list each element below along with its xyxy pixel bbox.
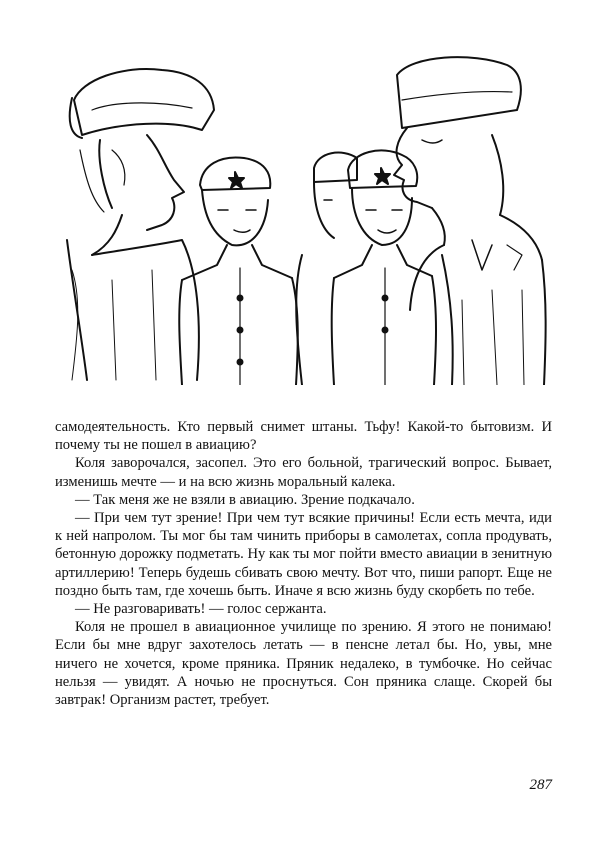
paragraph: Коля не прошел в авиационное училище по зрению. Я этого не понимаю! Если бы мне вдруг захотелось летать — в пенсне летал бы. Но, увы, мне ничего не хочется, кроме пряника. Пряник недалеко, в тумбочке. Но сейчас нельзя — увидят. А ночью не проснуться. Сон пряника слаще. Скорей бы завтрак! Организм растет, требует. <box>55 619 552 709</box>
paragraph: — При чем тут зрение! При чем тут всякие причины! Если есть мечта, иди к ней напролом. Ты мог бы там чинить приборы в самолетах, сопла продувать, бетонную дорожку подметать. Ну как ты мог пойти вместо авиации в зенитную артиллерию! Теперь будешь сбивать свою мечту. Вот что, пиши рапорт. Еще не поздно быть там, где хочешь быть. Иначе я всю жизнь буду скорбеть по тебе. <box>55 510 552 599</box>
body-text <box>55 418 552 709</box>
center-left-soldier-figure <box>179 157 298 385</box>
center-right-soldiers-figure <box>296 150 436 385</box>
paragraph: — Не разговаривать! — голос сержанта. <box>75 601 327 618</box>
soldiers-illustration <box>52 40 552 385</box>
paragraph: Коля заворочался, засопел. Это его больной, трагический вопрос. Бывает, изменишь мечте — и на всю жизнь моральный калека. <box>55 455 552 490</box>
page-number: 287 <box>529 777 552 793</box>
left-soldier-figure <box>67 69 214 380</box>
paragraph: — Так меня же не взяли в авиацию. Зрение подкачало. <box>75 491 415 508</box>
right-soldier-figure <box>394 57 546 385</box>
paragraph: самодеятельность. Кто первый снимет штаны. Тьфу! Какой-то бытовизм. И почему ты не пошел в авиацию? <box>55 419 552 454</box>
